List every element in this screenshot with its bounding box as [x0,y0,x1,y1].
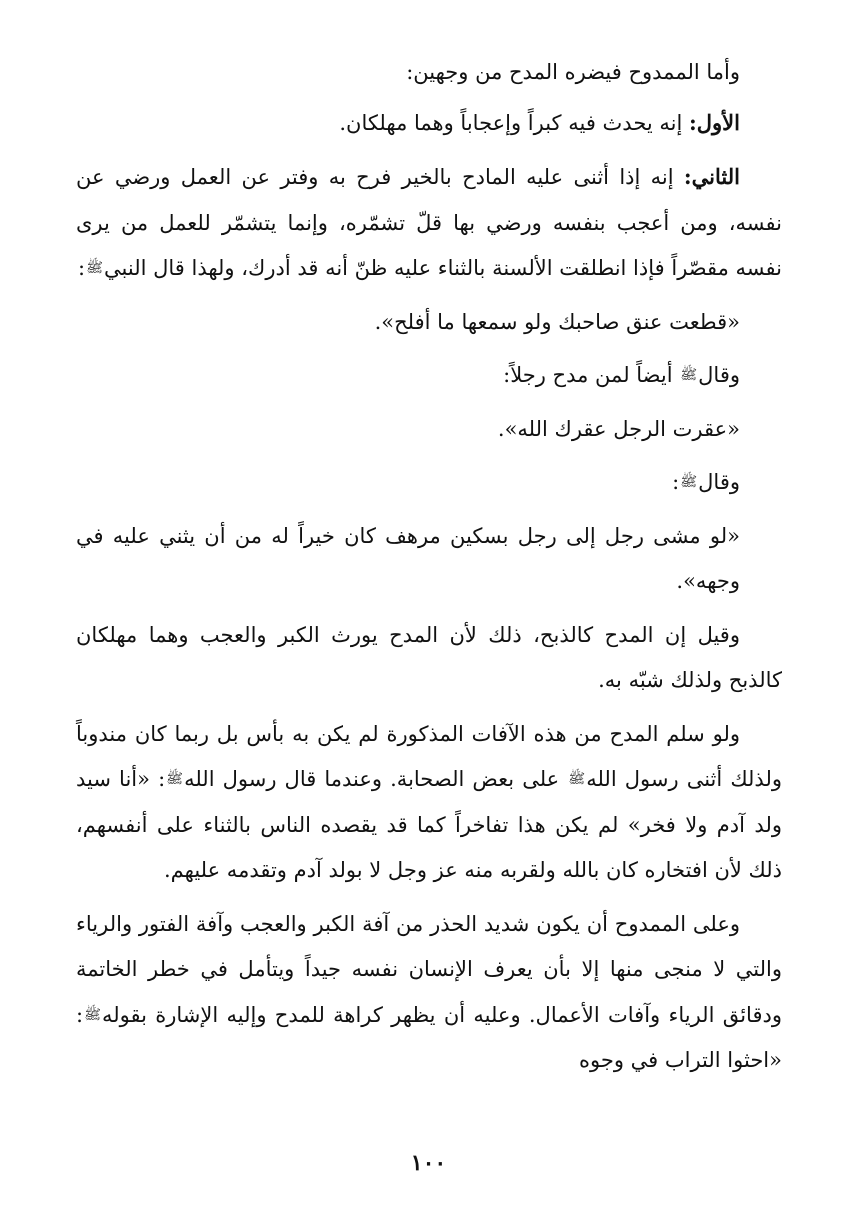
he-said-b: : [672,470,680,494]
second-point-text: إنه إذا أثنى عليه المادح بالخير فرح به وفتر عن العمل ورضي عن نفسه، ومن أعجب بنفسه ورضي بها قلّ تشمّره، وإنما يتشمّر للعمل من يرى نفسه مقصّراً فإذا انطلقت الألسنة بالثناء عليه ظنّ أنه قد أدرك، ولهذا قال النبي [76,165,782,280]
paragraph-second-point [76,154,782,292]
paragraph-he-said-also [76,353,782,399]
first-point-text: إنه يحدث فيه كبراً وإعجاباً وهما مهلكان. [339,110,690,135]
praised-caution-b: : «احثوا التراب في وجوه [76,1002,782,1072]
paragraph-praised-caution [76,902,782,1084]
honorific-glyph: ﷺ [84,1006,101,1023]
praised-caution-a: وعلى الممدوح أن يكون شديد الحذر من آفة الكبر والعجب وآفة الفتور والرياء والتي لا منجى منها إلا بأن يعرف الإنسان نفسه جيداً ويتأمل في خطر الخاتمة ودقائق الرياء وآفات الأعمال. وعليه أن يظهر كراهة للمدح وإليه الإشارة بقوله [76,911,782,1027]
paragraph-first-point [76,100,782,147]
first-point-lead: الأول: [689,109,740,135]
praise-like-slaughter-text: وقيل إن المدح كالذبح، ذلك لأن المدح يورث الكبر والعجب وهما مهلكان كالذبح ولذلك شبّه به. [76,622,782,692]
honorific-glyph: ﷺ [166,771,184,787]
page-body [76,50,782,1092]
intro-text: وأما الممدوح فيضره المدح من وجهين: [406,60,740,84]
second-point-lead: الثاني: [683,164,740,189]
honorific-glyph: ﷺ [680,474,698,490]
paragraph-praise-like-slaughter [76,613,782,704]
praise-permissible-b: على بعض الصحابة. وعندما قال رسول الله [184,767,568,791]
praise-permissible-c: : «أنا سيد ولد آدم ولا فخر» لم يكن هذا تفاخراً كما قد يقصده الناس بالثناء على أنفسهم، ذلك لأن افتخاره كان بالله ولقربه منه عز وجل لا بولد آدم وتقدمه عليهم. [76,767,782,882]
he-said-also-a: وقال [698,363,740,387]
quote-third-text: «لو مشى رجل إلى رجل بسكين مرهف كان خيراً له من أن يثني عليه في وجهه». [76,523,740,593]
honorific-glyph: ﷺ [86,260,104,276]
honorific-glyph: ﷺ [680,367,698,383]
quote-first-text: «قطعت عنق صاحبك ولو سمعها ما أفلح». [374,309,740,334]
praise-permissible-a: ولو سلم المدح من هذه الآفات المذكورة لم يكن به بأس بل ربما كان مندوباً ولذلك أثنى رسول الله [76,721,782,791]
quote-second [76,407,782,453]
paragraph-praise-permissible [76,712,782,894]
honorific-glyph: ﷺ [568,771,586,787]
quote-second-text: «عقرت الرجل عقرك الله». [497,416,740,441]
second-point-end: : [78,256,86,280]
he-said-also-b: أيضاً لمن مدح رجلاً: [503,363,680,387]
quote-first [76,300,782,346]
paragraph-he-said [76,460,782,506]
page-number: ١٠٠ [410,1150,447,1176]
he-said-a: وقال [698,470,740,494]
paragraph-intro [76,50,782,96]
quote-third [76,514,782,605]
